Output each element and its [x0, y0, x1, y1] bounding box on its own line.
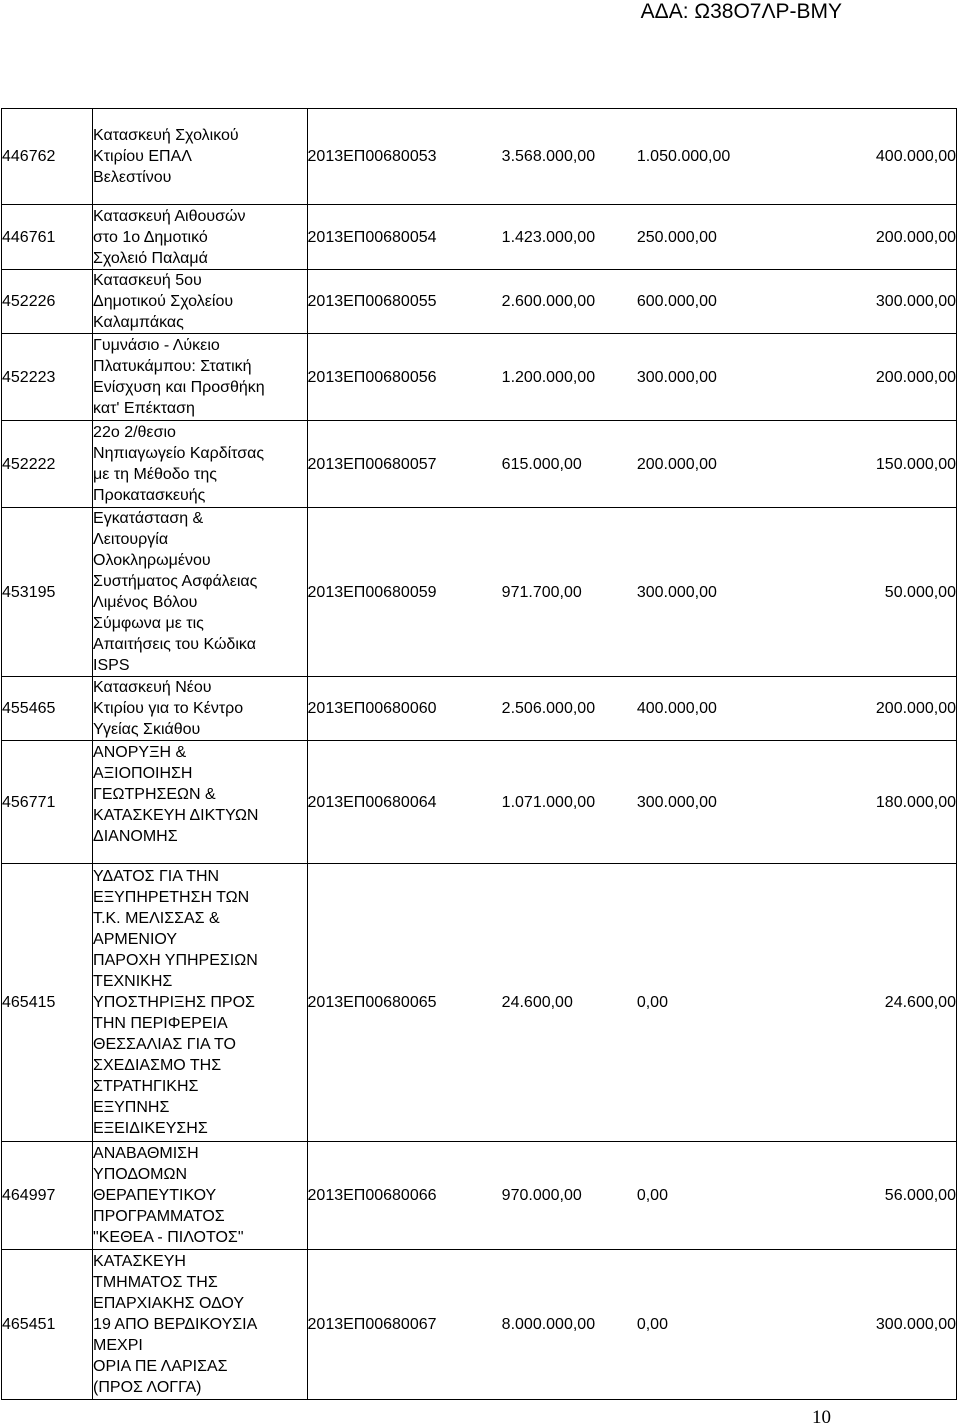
project-title: 22ο 2/θεσιο Νηπιαγωγείο Καρδίτσας με τη Μέθοδο της Προκατασκευής — [93, 421, 307, 508]
project-id: 2013ΕΠ00680066 — [307, 1187, 437, 1204]
project-title: Κατασκευή Αιθουσών στο 1ο Δημοτικό Σχολειό Παλαμά — [93, 205, 307, 270]
project-previous-amount: 0,00 — [636, 1316, 668, 1333]
project-previous-amount: 0,00 — [636, 994, 668, 1011]
project-total: 1.200.000,00 — [501, 368, 596, 386]
project-title: Κατασκευή 5ου Δημοτικού Σχολείου Καλαμπάκας — [93, 270, 307, 334]
project-total: 3.568.000,00 — [501, 148, 596, 165]
project-code: 456771 — [2, 741, 93, 864]
project-current-amount: 180.000,00 — [875, 793, 956, 811]
project-id: 2013ΕΠ00680056 — [307, 368, 437, 386]
project-figures — [307, 864, 956, 1142]
project-total: 8.000.000,00 — [501, 1316, 596, 1333]
project-previous-amount: 0,00 — [636, 1187, 668, 1204]
project-current-amount: 200.000,00 — [875, 700, 956, 717]
project-figures — [307, 270, 956, 334]
project-previous-amount: 600.000,00 — [636, 293, 717, 310]
project-figures — [307, 677, 956, 741]
project-code: 452222 — [2, 421, 93, 508]
table-row — [2, 334, 957, 421]
table-row — [2, 741, 957, 864]
project-code: 465451 — [2, 1250, 93, 1400]
project-previous-amount: 200.000,00 — [636, 455, 717, 473]
project-figures — [307, 508, 956, 677]
project-code: 446762 — [2, 109, 93, 205]
project-current-amount: 150.000,00 — [875, 455, 956, 473]
project-code: 453195 — [2, 508, 93, 677]
project-current-amount: 56.000,00 — [884, 1187, 956, 1204]
project-previous-amount: 300.000,00 — [636, 583, 717, 601]
project-code: 446761 — [2, 205, 93, 270]
project-previous-amount: 1.050.000,00 — [636, 148, 731, 165]
project-id: 2013ΕΠ00680054 — [307, 228, 437, 246]
project-figures — [307, 334, 956, 421]
project-total: 615.000,00 — [501, 455, 582, 473]
table-row — [2, 508, 957, 677]
project-total: 24.600,00 — [501, 994, 573, 1011]
project-current-amount: 300.000,00 — [875, 1316, 956, 1333]
project-total: 970.000,00 — [501, 1187, 582, 1204]
project-code: 452223 — [2, 334, 93, 421]
projects-table — [1, 108, 957, 1400]
project-id: 2013ΕΠ00680053 — [307, 148, 437, 165]
project-title: ΥΔΑΤΟΣ ΓΙΑ ΤΗΝ ΕΞΥΠΗΡΕΤΗΣΗ ΤΩΝ Τ.Κ. ΜΕΛΙΣΣΑΣ & ΑΡΜΕΝΙΟΥ ΠΑΡΟΧΗ ΥΠΗΡΕΣΙΩΝ ΤΕΧΝΙΚΗΣ ΥΠΟΣΤΗΡΙΞΗΣ ΠΡΟΣ ΤΗΝ ΠΕΡΙΦΕΡΕΙΑ ΘΕΣΣΑΛΙΑΣ ΓΙΑ ΤΟ ΣΧΕΔΙΑΣΜΟ ΤΗΣ ΣΤΡΑΤΗΓΙΚΗΣ ΕΞΥΠΝΗΣ ΕΞΕΙΔΙΚΕΥΣΗΣ — [93, 864, 307, 1142]
project-code: 455465 — [2, 677, 93, 741]
project-total: 2.506.000,00 — [501, 700, 596, 717]
project-figures — [307, 109, 956, 205]
project-id: 2013ΕΠ00680060 — [307, 700, 437, 717]
project-title: Εγκατάσταση & Λειτουργία Ολοκληρωμένου Συστήματος Ασφάλειας Λιμένος Βόλου Σύμφωνα με τις Απαιτήσεις του Κώδικα ISPS — [93, 508, 307, 677]
project-total: 971.700,00 — [501, 583, 582, 601]
project-id: 2013ΕΠ00680064 — [307, 793, 437, 811]
project-total: 1.423.000,00 — [501, 228, 596, 246]
ada-header: ΑΔΑ: Ω38Ο7ΛΡ-ΒΜΥ — [640, 0, 842, 23]
table-row — [2, 1250, 957, 1400]
project-id: 2013ΕΠ00680055 — [307, 293, 437, 310]
table-row — [2, 1142, 957, 1250]
project-current-amount: 24.600,00 — [884, 994, 956, 1011]
project-figures — [307, 1142, 956, 1250]
project-figures — [307, 205, 956, 270]
project-id: 2013ΕΠ00680065 — [307, 994, 437, 1011]
project-total: 2.600.000,00 — [501, 293, 596, 310]
table-row — [2, 677, 957, 741]
table-body — [2, 109, 957, 1400]
project-code: 464997 — [2, 1142, 93, 1250]
project-title: ΑΝΑΒΑΘΜΙΣΗ ΥΠΟΔΟΜΩΝ ΘΕΡΑΠΕΥΤΙΚΟΥ ΠΡΟΓΡΑΜΜΑΤΟΣ "ΚΕΘΕΑ - ΠΙΛΟΤΟΣ" — [93, 1142, 307, 1250]
project-code: 452226 — [2, 270, 93, 334]
table-row — [2, 205, 957, 270]
project-title: Κατασκευή Σχολικού Κτιρίου ΕΠΑΛ Βελεστίνου — [93, 109, 307, 205]
project-title: Γυμνάσιο - Λύκειο Πλατυκάμπου: Στατική Ενίσχυση και Προσθήκη κατ' Επέκταση — [93, 334, 307, 421]
project-previous-amount: 250.000,00 — [636, 228, 717, 246]
project-total: 1.071.000,00 — [501, 793, 596, 811]
project-title: ΑΝΟΡΥΞΗ & ΑΞΙΟΠΟΙΗΣΗ ΓΕΩΤΡΗΣΕΩΝ & ΚΑΤΑΣΚΕΥΗ ΔΙΚΤΥΩΝ ΔΙΑΝΟΜΗΣ — [93, 741, 307, 864]
project-current-amount: 200.000,00 — [875, 368, 956, 386]
project-figures — [307, 741, 956, 864]
project-figures — [307, 1250, 956, 1400]
project-id: 2013ΕΠ00680059 — [307, 583, 437, 601]
project-previous-amount: 300.000,00 — [636, 793, 717, 811]
project-id: 2013ΕΠ00680057 — [307, 455, 437, 473]
project-previous-amount: 300.000,00 — [636, 368, 717, 386]
table-row — [2, 270, 957, 334]
table-row — [2, 109, 957, 205]
table-row — [2, 421, 957, 508]
table-row — [2, 864, 957, 1142]
project-current-amount: 50.000,00 — [884, 583, 956, 601]
project-title: Κατασκευή Νέου Κτιρίου για το Κέντρο Υγείας Σκιάθου — [93, 677, 307, 741]
project-current-amount: 400.000,00 — [875, 148, 956, 165]
project-current-amount: 300.000,00 — [875, 293, 956, 310]
project-previous-amount: 400.000,00 — [636, 700, 717, 717]
project-figures — [307, 421, 956, 508]
project-code: 465415 — [2, 864, 93, 1142]
page-number: 10 — [812, 1407, 831, 1428]
project-current-amount: 200.000,00 — [875, 228, 956, 246]
project-title: ΚΑΤΑΣΚΕΥΗ ΤΜΗΜΑΤΟΣ ΤΗΣ ΕΠΑΡΧΙΑΚΗΣ ΟΔΟΥ 19 ΑΠΟ ΒΕΡΔΙΚΟΥΣΙΑ ΜΕΧΡΙ ΟΡΙΑ ΠΕ ΛΑΡΙΣΑΣ (ΠΡΟΣ ΛΟΓΓΑ) — [93, 1250, 307, 1400]
project-id: 2013ΕΠ00680067 — [307, 1316, 437, 1333]
